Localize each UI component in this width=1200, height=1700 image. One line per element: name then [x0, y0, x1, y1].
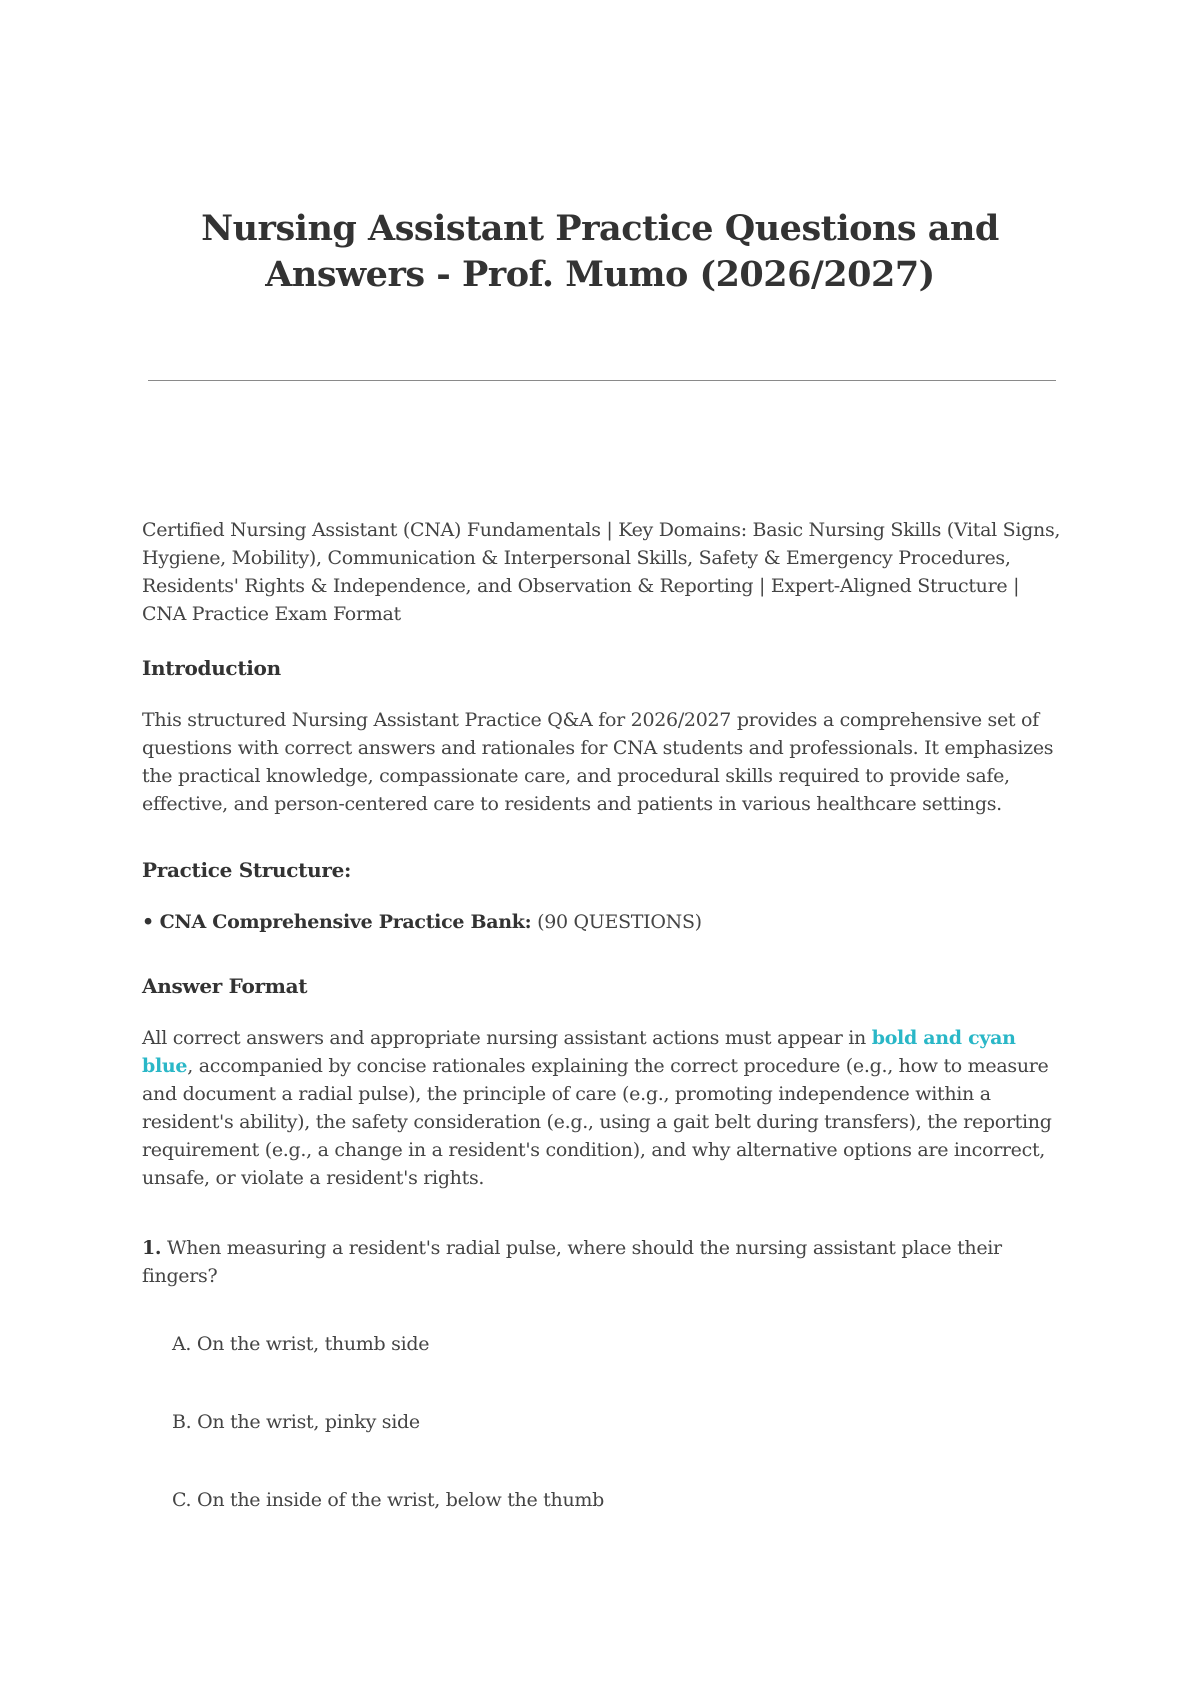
document-body: [142, 516, 1062, 1564]
practice-structure-bullet: [142, 908, 1062, 936]
question-1-option-a: A. On the wrist, thumb side: [172, 1333, 430, 1355]
question-1-option-c: C. On the inside of the wrist, below the thumb: [172, 1489, 604, 1511]
answer-format-text-after: , accompanied by concise rationales explaining the correct procedure (e.g., how to measure and document a radial pulse), the principle of care (e.g., promoting independence within a resident's ability), the safety consideration (e.g., using a gait belt during transfers), the reporting requirement (e.g., a change in a resident's condition), and why alternative options are incorrect, unsafe, or violate a resident's rights.: [142, 1055, 1052, 1189]
document-subtitle: Certified Nursing Assistant (CNA) Fundamentals | Key Domains: Basic Nursing Skills (Vital Signs, Hygiene, Mobility), Communication & Interpersonal Skills, Safety & Emergency Procedures, Residents' Rights & Independence, and Observation & Reporting | Expert-Aligned Structure | CNA Practice Exam Format: [142, 519, 1061, 625]
question-number: 1.: [142, 1237, 162, 1259]
answer-format-highlight: bold and cyan blue: [142, 1027, 1016, 1077]
bullet-marker: •: [142, 911, 154, 933]
question-text: When measuring a resident's radial pulse, where should the nursing assistant place their fingers?: [142, 1237, 1002, 1287]
question-1-option-b: B. On the wrist, pinky side: [172, 1411, 420, 1433]
document-title: Nursing Assistant Practice Questions and Answers - Prof. Mumo (2026/2027): [201, 208, 999, 295]
title-divider: [148, 380, 1056, 381]
answer-format-text: [142, 1024, 1062, 1192]
introduction-text: This structured Nursing Assistant Practice Q&A for 2026/2027 provides a comprehensive set of questions with correct answers and rationales for CNA students and professionals. It emphasizes the practical knowledge, compassionate care, and procedural skills required to provide safe, effective, and person-centered care to residents and patients in various healthcare settings.: [142, 709, 1054, 815]
practice-structure-heading: Practice Structure:: [142, 858, 352, 882]
answer-format-heading: Answer Format: [142, 974, 308, 998]
introduction-heading: Introduction: [142, 656, 281, 680]
question-1: [142, 1234, 1062, 1290]
answer-format-text-before: All correct answers and appropriate nursing assistant actions must appear in: [142, 1027, 872, 1049]
bullet-label: CNA Comprehensive Practice Bank:: [159, 911, 532, 933]
bullet-value: (90 QUESTIONS): [537, 911, 702, 933]
